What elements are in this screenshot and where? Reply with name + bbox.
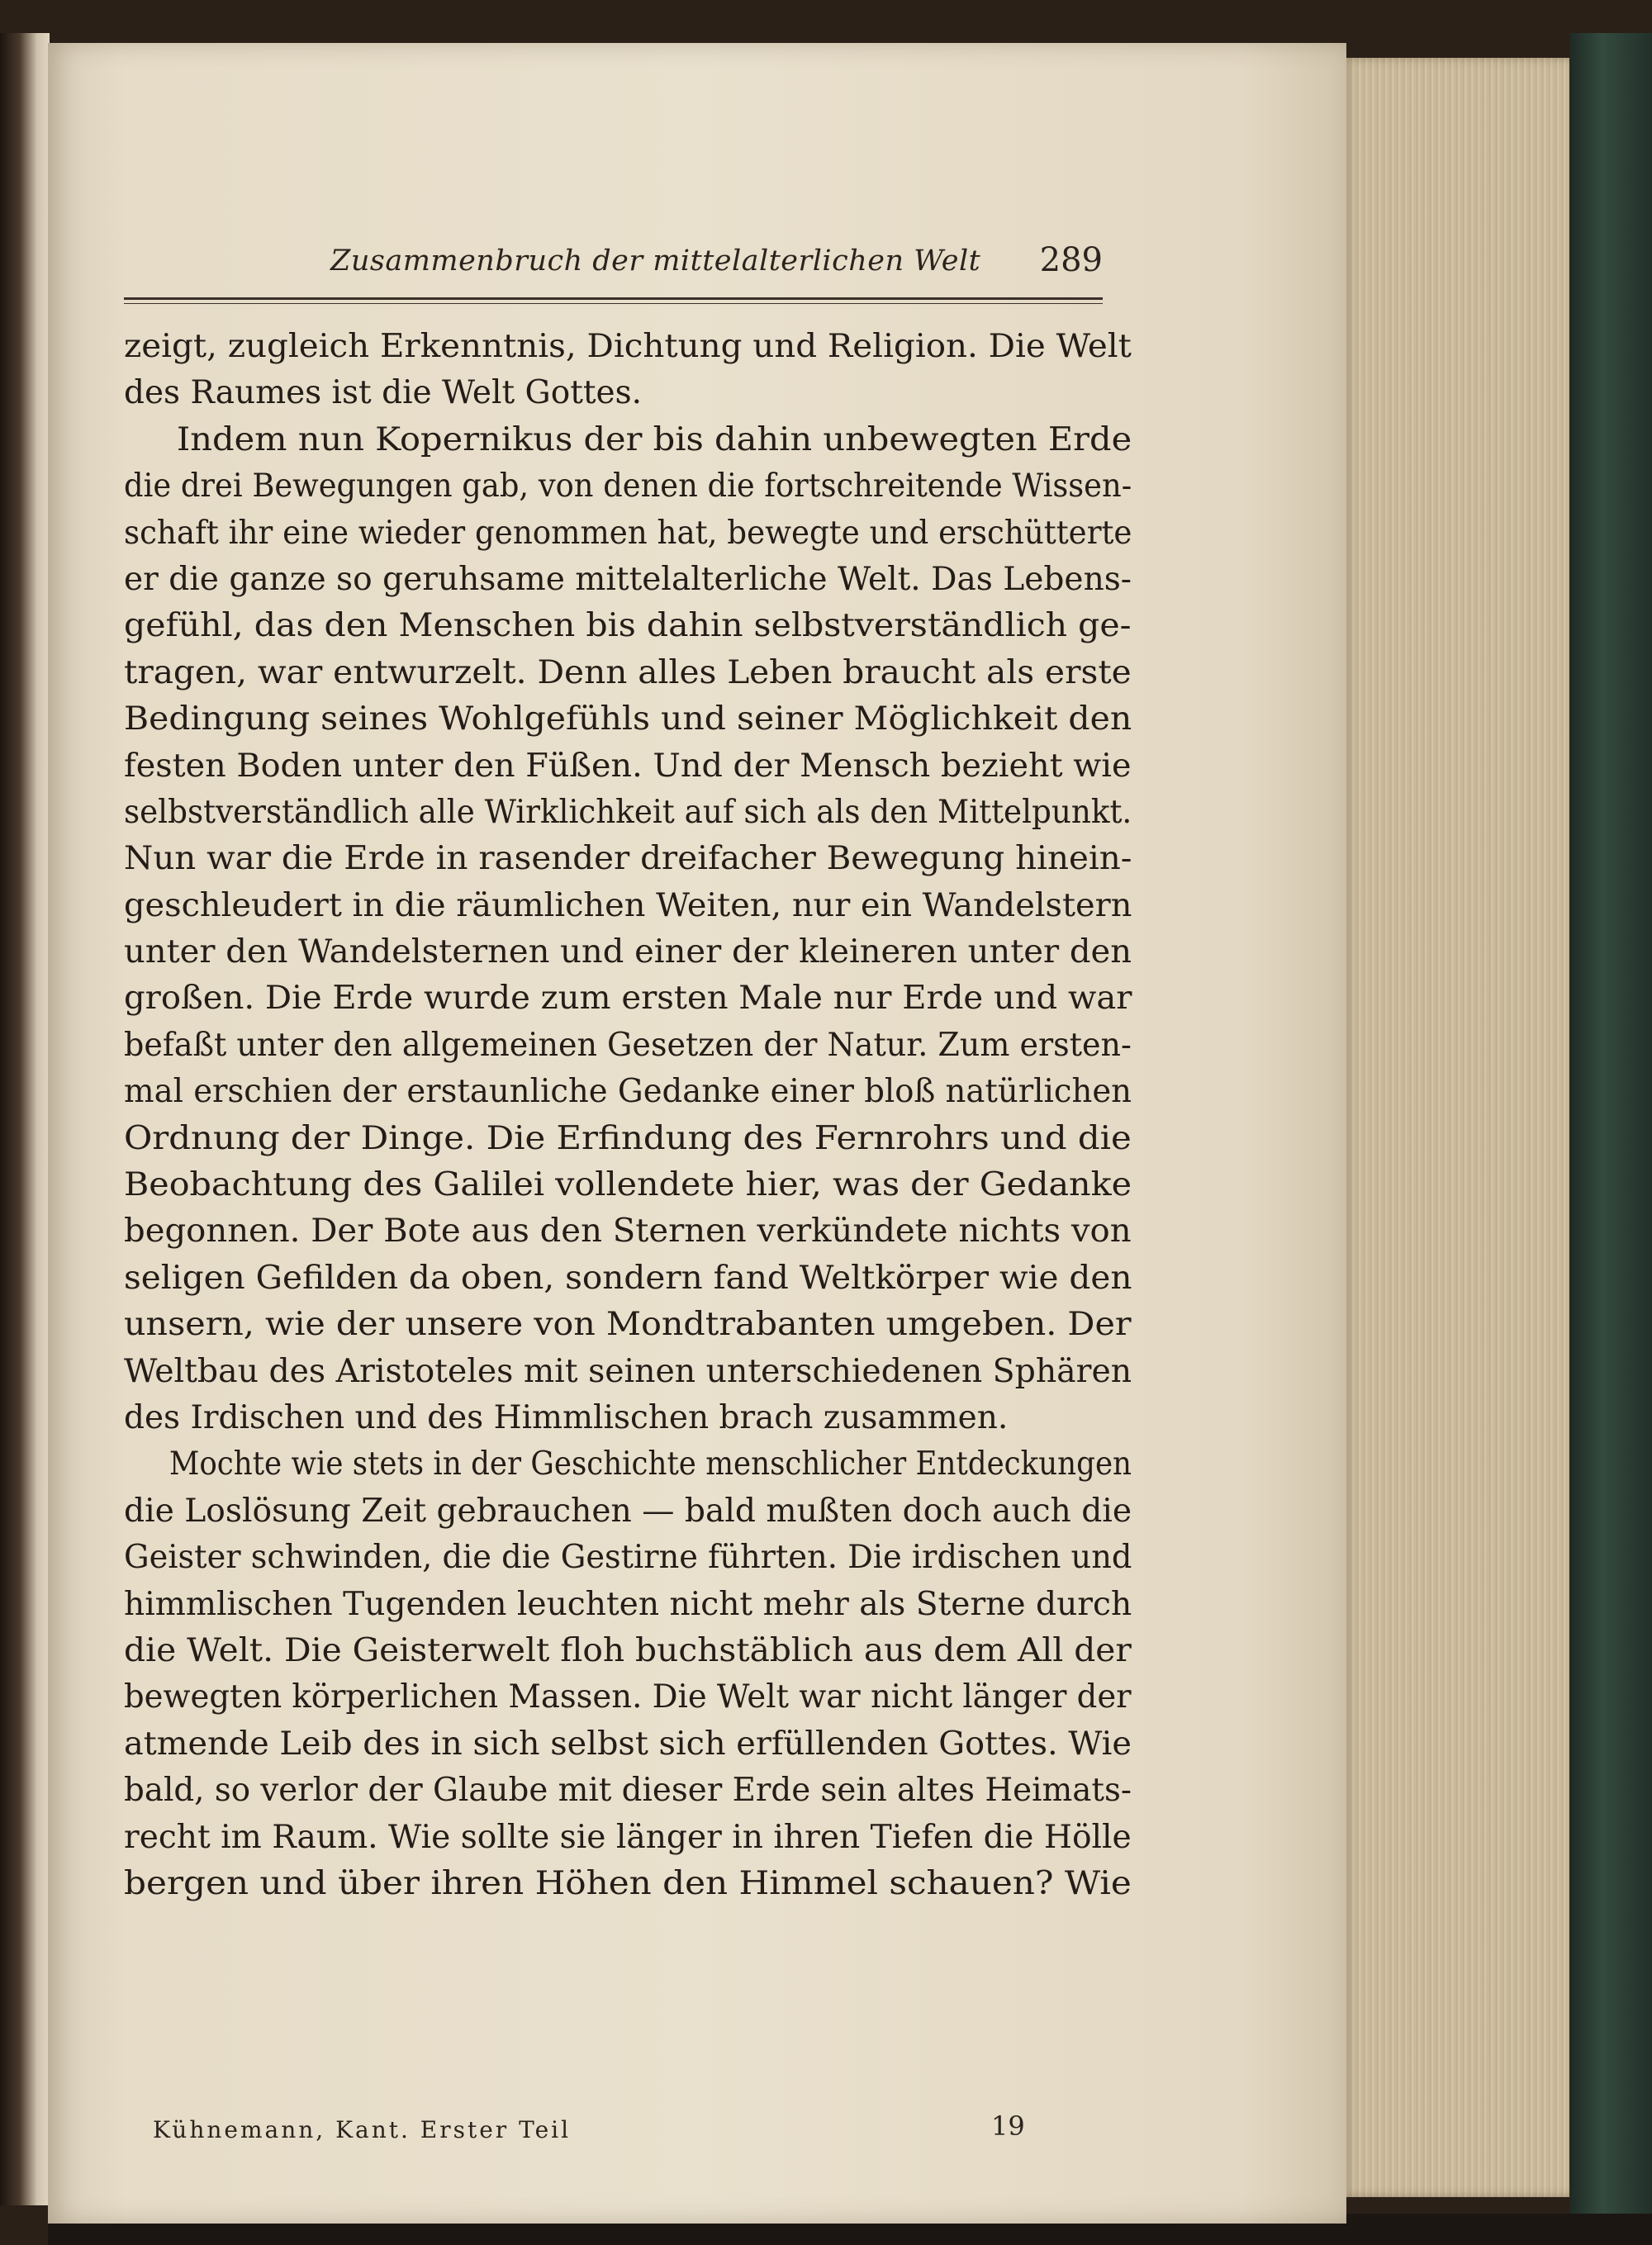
body-line: Nun war die Erde in rasender dreifacher Bewegung hinein- (124, 840, 1132, 878)
body-line: Weltbau des Aristoteles mit seinen unterschiedenen Sphären (124, 1352, 1132, 1390)
body-line: die Welt. Die Geisterwelt floh buchstäblich aus dem All der (124, 1631, 1132, 1669)
body-line: die Loslösung Zeit gebrauchen — bald mußten doch auch die (124, 1492, 1132, 1530)
page-header (124, 241, 1103, 294)
body-line: bergen und über ihren Höhen den Himmel schauen? Wie (124, 1864, 1132, 1902)
body-line: festen Boden unter den Füßen. Und der Mensch bezieht wie (124, 747, 1132, 785)
header-rule-thick (124, 297, 1103, 300)
body-line: recht im Raum. Wie sollte sie länger in ihren Tiefen die Hölle (124, 1818, 1132, 1856)
signature-number: 19 (991, 2110, 1025, 2142)
body-line: begonnen. Der Bote aus den Sternen verkündete nichts von (124, 1213, 1132, 1251)
body-line: himmlischen Tugenden leuchten nicht mehr als Sterne durch (124, 1585, 1132, 1623)
body-line: mal erschien der erstaunliche Gedanke einer bloß natürlichen (124, 1073, 1132, 1111)
running-title: Zusammenbruch der mittelalterlichen Welt (330, 244, 981, 278)
body-line: des Irdischen und des Himmlischen brach zusammen. (124, 1398, 1009, 1436)
left-page-edge (0, 33, 50, 2205)
body-line: befaßt unter den allgemeinen Gesetzen der Natur. Zum ersten- (124, 1026, 1132, 1064)
body-line: geschleudert in die räumlichen Weiten, nur ein Wandelstern (124, 886, 1132, 924)
body-line: unsern, wie der unsere von Mondtrabanten umgeben. Der (124, 1306, 1132, 1344)
body-line: er die ganze so geruhsame mittelalterliche Welt. Das Lebens- (124, 560, 1132, 598)
body-line: zeigt, zugleich Erkenntnis, Dichtung und Religion. Die Welt (124, 328, 1132, 365)
book-cover-edge (1569, 33, 1652, 2214)
body-text (124, 324, 1132, 1907)
body-line: tragen, war entwurzelt. Denn alles Leben braucht als erste (124, 653, 1132, 691)
body-line: des Raumes ist die Welt Gottes. (124, 374, 643, 412)
body-line: Bedingung seines Wohlgefühls und seiner Möglichkeit den (124, 700, 1132, 738)
body-line: seligen Gefilden da oben, sondern fand Weltkörper wie den (124, 1259, 1132, 1297)
body-line: Beobachtung des Galilei vollendete hier, was der Gedanke (124, 1166, 1132, 1204)
body-line: bald, so verlor der Glaube mit dieser Erde sein altes Heimats- (124, 1772, 1132, 1810)
body-line: bewegten körperlichen Massen. Die Welt war nicht länger der (124, 1678, 1132, 1716)
printer-signature: Kühnemann, Kant. Erster Teil (153, 2116, 572, 2143)
body-line: Ordnung der Dinge. Die Erfindung des Fernrohrs und die (124, 1119, 1132, 1157)
body-line: Mochte wie stets in der Geschichte menschlicher Entdeckungen (169, 1445, 1132, 1483)
body-line: Indem nun Kopernikus der bis dahin unbewegten Erde (176, 420, 1132, 458)
body-line: atmende Leib des in sich selbst sich erfüllenden Gottes. Wie (124, 1725, 1132, 1763)
page-number: 289 (1039, 241, 1103, 279)
body-line: Geister schwinden, die die Gestirne führten. Die irdischen und (124, 1539, 1132, 1577)
body-line: selbstverständlich alle Wirklichkeit auf sich als den Mittelpunkt. (124, 793, 1132, 831)
body-line: die drei Bewegungen gab, von denen die fortschreitende Wissen- (124, 468, 1132, 505)
body-line: gefühl, das den Menschen bis dahin selbstverständlich ge- (124, 607, 1132, 645)
body-line: unter den Wandelsternen und einer der kleineren unter den (124, 933, 1132, 971)
page-block-edge (1342, 58, 1590, 2197)
body-line: großen. Die Erde wurde zum ersten Male nur Erde und war (124, 980, 1132, 1018)
body-line: schaft ihr eine wieder genommen hat, bewegte und erschütterte (124, 514, 1132, 552)
header-rule-thin (124, 303, 1103, 304)
